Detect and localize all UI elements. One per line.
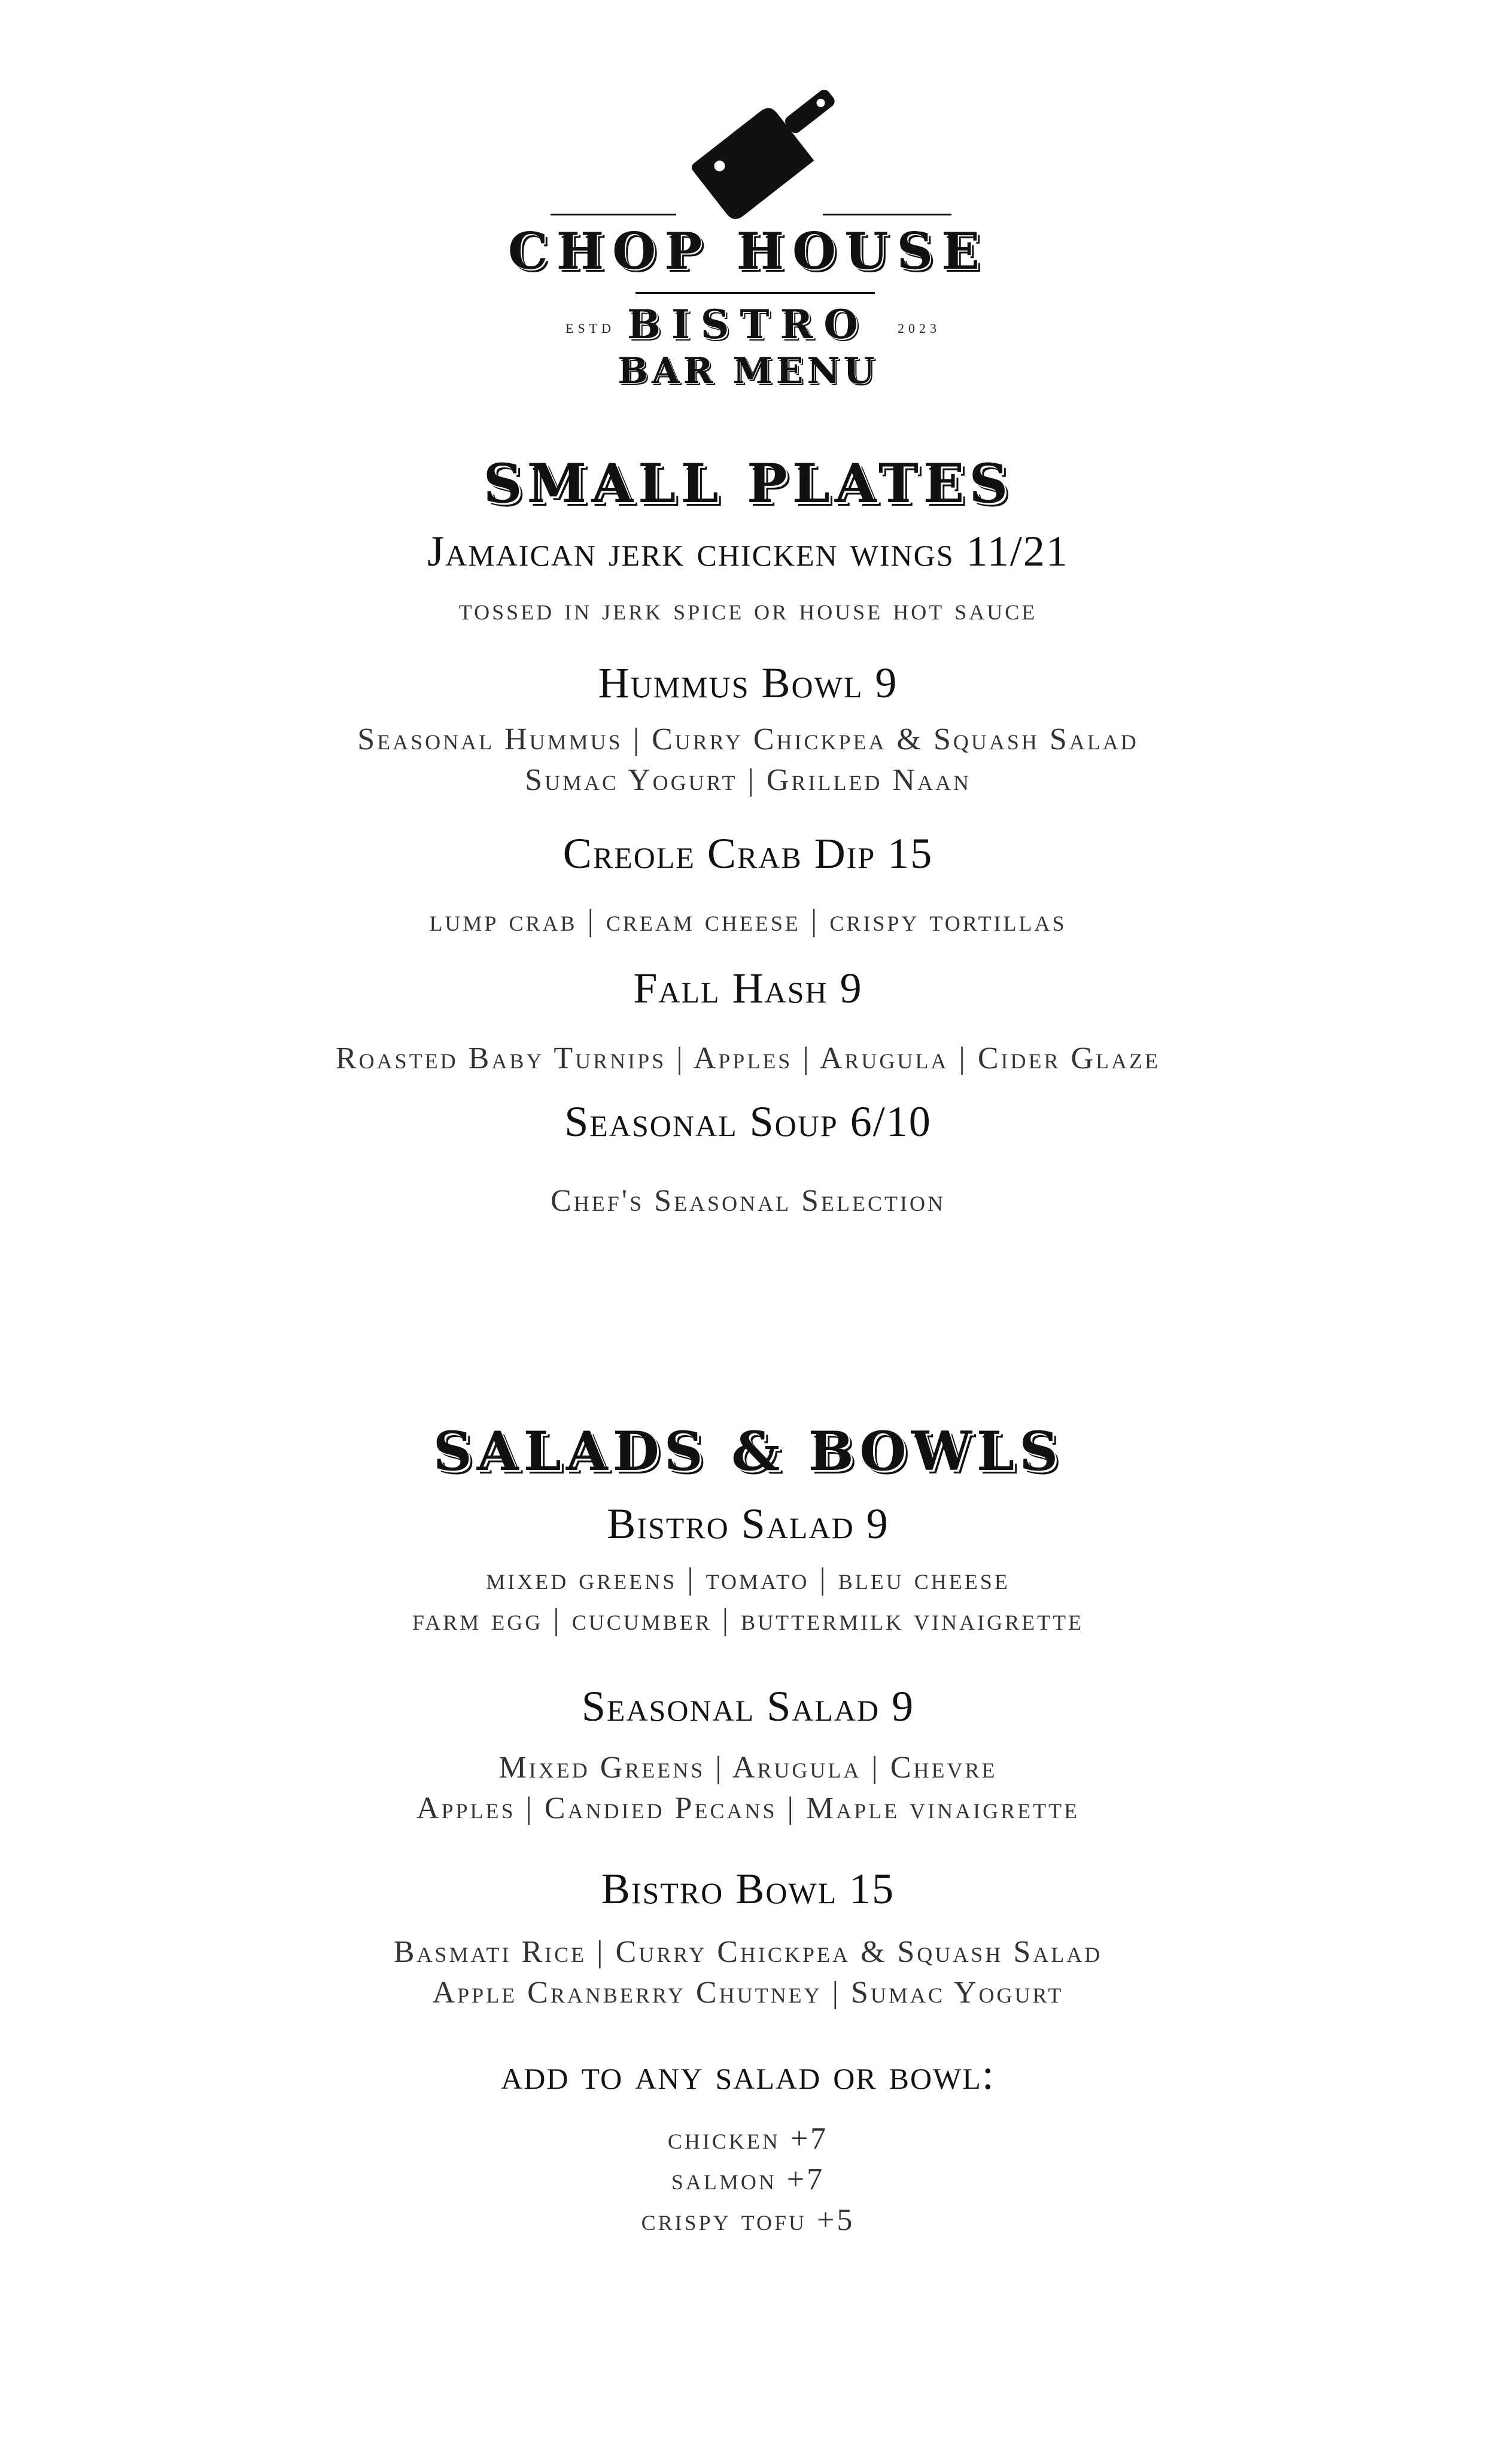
addons-title: add to any salad or bowl: xyxy=(501,2050,995,2098)
addon-item: chicken +7 xyxy=(667,2122,829,2156)
item-name: Seasonal Salad 9 xyxy=(581,1682,915,1730)
section-title-small-plates: SMALL PLATES xyxy=(483,452,1013,515)
section-title-salads-bowls: SALADS & BOWLS xyxy=(433,1420,1063,1483)
item-name: Creole Crab Dip 15 xyxy=(562,830,934,877)
item-name: Bistro Salad 9 xyxy=(607,1500,889,1548)
item-desc: farm egg | cucumber | buttermilk vinaigrette xyxy=(412,1603,1084,1637)
item-desc: Mixed Greens | Arugula | Chevre xyxy=(498,1751,998,1785)
item-desc: Chef's Seasonal Selection xyxy=(551,1184,945,1218)
item-desc: Apples | Candied Pecans | Maple vinaigrette xyxy=(416,1791,1080,1825)
item-desc: Apple Cranberry Chutney | Sumac Yogurt xyxy=(432,1976,1064,2010)
logo-divider-left xyxy=(551,214,676,215)
cleaver-icon xyxy=(682,78,838,221)
item-desc: Sumac Yogurt | Grilled Naan xyxy=(525,763,971,797)
item-desc: Seasonal Hummus | Curry Chickpea & Squash Salad xyxy=(357,722,1139,756)
brand-sub: BISTRO xyxy=(627,301,869,348)
item-name: Fall Hash 9 xyxy=(633,964,863,1012)
item-desc: Roasted Baby Turnips | Apples | Arugula | Cider Glaze xyxy=(335,1041,1161,1075)
item-desc: lump crab | cream cheese | crispy tortillas xyxy=(429,904,1067,938)
item-name: Jamaican jerk chicken wings 11/21 xyxy=(427,527,1069,575)
menu-title: BAR MENU xyxy=(618,350,878,392)
logo-divider-right xyxy=(823,214,951,215)
addon-item: crispy tofu +5 xyxy=(641,2203,855,2237)
item-desc: mixed greens | tomato | bleu cheese xyxy=(486,1562,1010,1596)
brand-underline xyxy=(636,292,875,294)
item-name: Seasonal Soup 6/10 xyxy=(564,1098,932,1146)
item-name: Bistro Bowl 15 xyxy=(601,1865,895,1913)
estd-year: 2023 xyxy=(898,321,941,336)
estd-label: ESTD xyxy=(565,321,615,336)
item-desc: Basmati Rice | Curry Chickpea & Squash Salad xyxy=(393,1935,1103,1969)
item-desc: tossed in jerk spice or house hot sauce xyxy=(458,593,1038,627)
addon-item: salmon +7 xyxy=(671,2162,825,2196)
brand-name: CHOP HOUSE xyxy=(507,221,989,281)
item-name: Hummus Bowl 9 xyxy=(598,659,898,707)
